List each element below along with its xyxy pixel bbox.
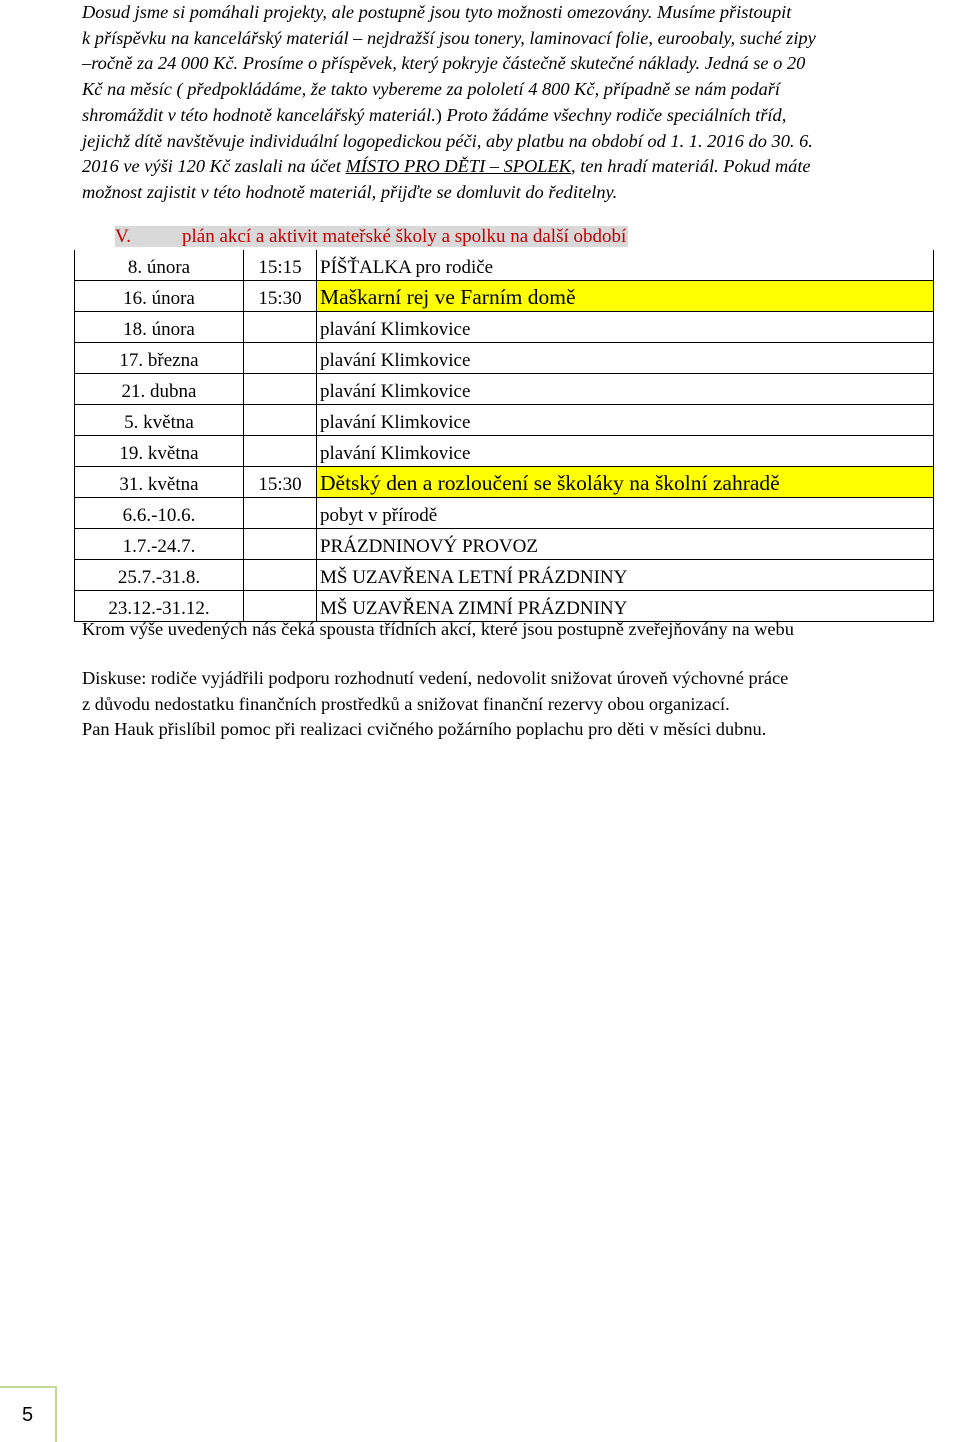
discussion-line: z důvodu nedostatku finančních prostředků a snižovat finanční rezervy obou organizací.	[82, 693, 730, 714]
event-cell: plavání Klimkovice	[317, 312, 934, 343]
time-cell	[244, 498, 317, 529]
event-cell: PRÁZDNINOVÝ PROVOZ	[317, 529, 934, 560]
intro-text: shromáždit v této hodnotě kancelářský materiál.	[82, 104, 436, 125]
event-cell: Dětský den a rozloučení se školáky na školní zahradě	[317, 467, 934, 498]
date-cell: 23.12.-31.12.	[75, 591, 244, 622]
date-cell: 18. února	[75, 312, 244, 343]
intro-text: 2016 ve výši 120 Kč zaslali na účet	[82, 156, 346, 177]
date-cell: 19. května	[75, 436, 244, 467]
table-row	[75, 560, 934, 591]
date-cell: 31. května	[75, 467, 244, 498]
intro-line	[82, 154, 952, 180]
event-cell: plavání Klimkovice	[317, 343, 934, 374]
time-cell	[244, 405, 317, 436]
table-row	[75, 250, 934, 281]
date-cell: 25.7.-31.8.	[75, 560, 244, 591]
intro-line: Dosud jsme si pomáhali projekty, ale postupně jsou tyto možnosti omezovány. Musíme přistoupit	[82, 2, 792, 22]
time-cell: 15:30	[244, 467, 317, 498]
time-cell	[244, 343, 317, 374]
date-cell: 6.6.-10.6.	[75, 498, 244, 529]
intro-line: Kč na měsíc ( předpokládáme, že takto vybereme za pololetí 4 800 Kč, případně se nám podaří	[82, 79, 781, 100]
intro-line: k příspěvku na kancelářský materiál – nejdražší jsou tonery, laminovací folie, euroobaly, suché zipy	[82, 27, 816, 48]
table-row	[75, 467, 934, 498]
table-row	[75, 498, 934, 529]
section-number: V.	[115, 226, 132, 247]
intro-paragraph	[82, 0, 952, 206]
time-cell	[244, 529, 317, 560]
intro-paren: )	[435, 104, 442, 125]
intro-line	[82, 103, 952, 129]
intro-line: možnost zajistit v této hodnotě materiál, přijďte se domluvit do ředitelny.	[82, 181, 618, 202]
discussion-line: Diskuse: rodiče vyjádřili podporu rozhodnutí vedení, nedovolit snižovat úroveň výchovné práce	[82, 668, 789, 688]
time-cell	[244, 312, 317, 343]
time-cell: 15:30	[244, 281, 317, 312]
table-row	[75, 405, 934, 436]
events-note: Krom výše uvedených nás čeká spousta třídních akcí, které jsou postupně zveřejňovány na webu	[82, 619, 794, 639]
event-cell: MŠ UZAVŘENA LETNÍ PRÁZDNINY	[317, 560, 934, 591]
page-number: 5	[21, 1403, 34, 1426]
event-cell: pobyt v přírodě	[317, 498, 934, 529]
intro-line: –ročně za 24 000 Kč. Prosíme o příspěvek, který pokryje částečně skutečné náklady. Jedná se o 20	[82, 53, 806, 74]
intro-line: jejichž dítě navštěvuje individuální logopedickou péči, aby platbu na období od 1. 1. 2016 do 30. 6.	[82, 130, 813, 151]
intro-text: , ten hradí materiál. Pokud máte	[571, 156, 811, 177]
time-cell	[244, 374, 317, 405]
discussion-line: Pan Hauk přislíbil pomoc při realizaci cvičného požárního poplachu pro děti v měsíci dubnu.	[82, 719, 767, 739]
time-cell	[244, 436, 317, 467]
event-cell: plavání Klimkovice	[317, 405, 934, 436]
date-cell: 21. dubna	[75, 374, 244, 405]
section-heading	[115, 224, 628, 250]
page-number-box	[0, 1386, 57, 1442]
section-heading-highlight	[115, 226, 628, 247]
date-cell: 16. února	[75, 281, 244, 312]
event-cell: plavání Klimkovice	[317, 436, 934, 467]
date-cell: 1.7.-24.7.	[75, 529, 244, 560]
event-cell: plavání Klimkovice	[317, 374, 934, 405]
schedule-table	[74, 250, 934, 622]
section-title: plán akcí a aktivit mateřské školy a spolku na další období	[182, 226, 627, 247]
date-cell: 17. března	[75, 343, 244, 374]
table-row	[75, 374, 934, 405]
time-cell	[244, 560, 317, 591]
table-row	[75, 312, 934, 343]
table-row	[75, 281, 934, 312]
table-row	[75, 343, 934, 374]
event-cell: Maškarní rej ve Farním domě	[317, 281, 934, 312]
event-cell: PÍŠŤALKA pro rodiče	[317, 250, 934, 281]
discussion-paragraph	[82, 666, 942, 743]
account-name: MÍSTO PRO DĚTI – SPOLEK	[345, 156, 572, 177]
event-cell: MŠ UZAVŘENA ZIMNÍ PRÁZDNINY	[317, 591, 934, 622]
intro-text: Proto žádáme všechny rodiče speciálních tříd,	[441, 104, 787, 125]
time-cell: 15:15	[244, 250, 317, 281]
table-row	[75, 529, 934, 560]
table-row	[75, 436, 934, 467]
date-cell: 5. května	[75, 405, 244, 436]
date-cell: 8. února	[75, 250, 244, 281]
